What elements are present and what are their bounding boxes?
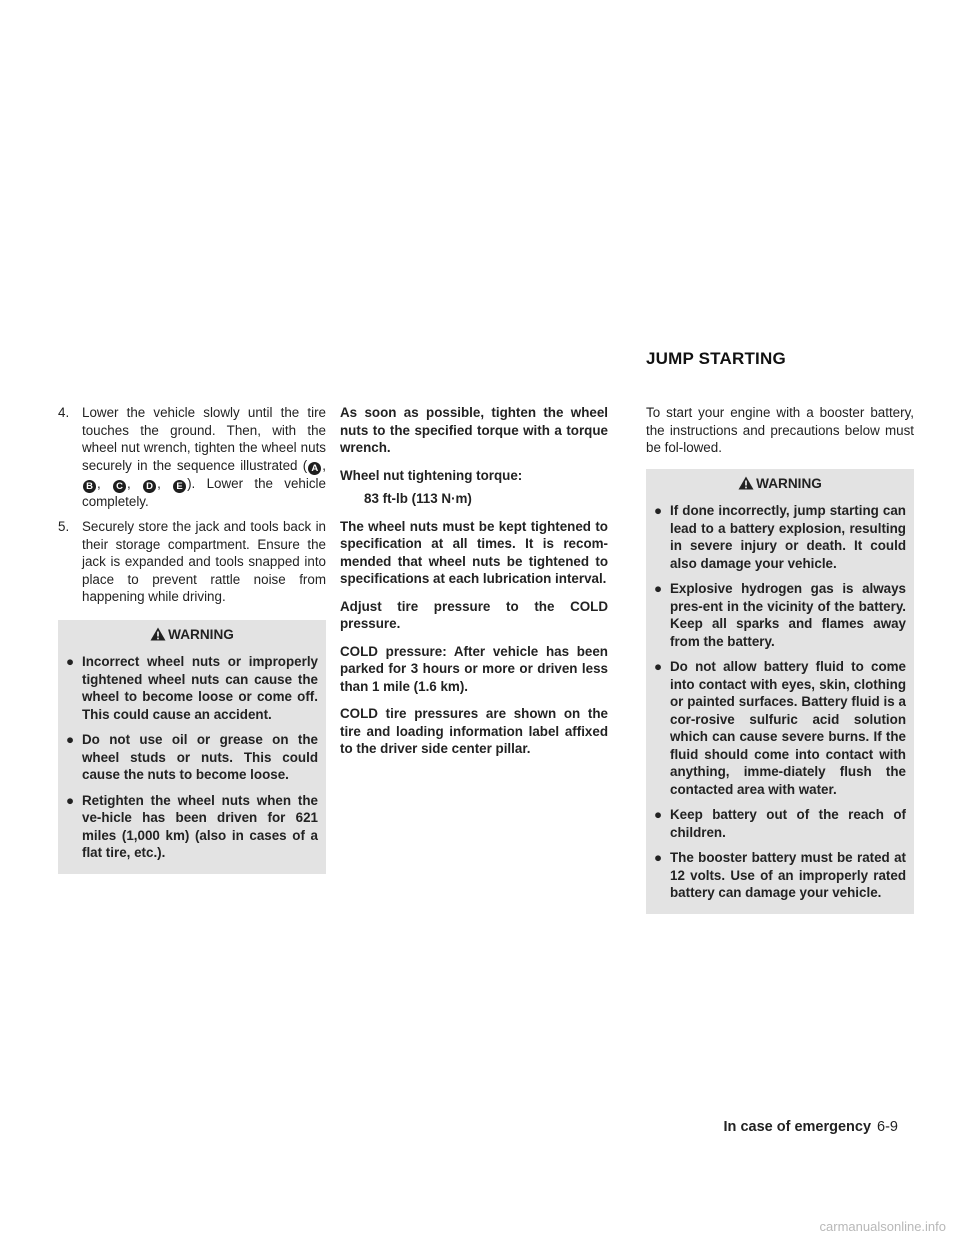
bullet-icon: ● (654, 850, 663, 865)
footer-section-name: In case of emergency (723, 1119, 872, 1135)
step-text: Securely store the jack and tools back in their storage compartment. Ensure the jack is expanded and tools snapped into place to prevent rattle noise from happening while driving. (82, 519, 326, 604)
step-text-before: Lower the vehicle slowly until the tire touches the ground. Then, with the wheel nut wrench, tighten the wheel nuts securely in the sequence illustrated ( (82, 405, 326, 473)
warning-item (654, 580, 906, 650)
warning-item-text: Keep battery out of the reach of children. (670, 807, 906, 840)
torque-maintenance-note: The wheel nuts must be kept tightened to specification at all times. It is recom-mended that wheel nuts be tightened to specifications at each lubrication interval. (340, 518, 608, 586)
section-title: JUMP STARTING (646, 349, 786, 368)
step-number: 5. (58, 519, 70, 534)
warning-item-text: Do not allow battery fluid to come into contact with eyes, skin, clothing or painted surfaces. Battery fluid is a cor-rosive sulfuric acid solution which can cause severe burns. If the fluid should come into contact with anything, imme-diately flush the contacted area with water. (670, 659, 906, 797)
warning-item-text: If done incorrectly, jump starting can lead to a battery explosion, resulting in severe injury or death. It could also damage your vehicle. (670, 503, 906, 571)
jump-start-intro: To start your engine with a booster battery, the instructions and precautions below must be fol-lowed. (646, 405, 914, 455)
torque-value: 83 ft-lb (113 N·m) (364, 491, 472, 506)
bullet-icon: ● (654, 807, 663, 822)
circled-letter-icon: B (83, 480, 96, 493)
circled-letter-icon: E (173, 480, 186, 493)
warning-heading (66, 626, 318, 644)
torque-instruction: As soon as possible, tighten the wheel nuts to the specified torque with a torque wrench. (340, 405, 608, 455)
bullet-icon: ● (66, 732, 75, 747)
circled-letter-icon: A (308, 462, 321, 475)
warning-item-text: Retighten the wheel nuts when the ve-hicle has been driven for 621 miles (1,000 km) (also in cases of a flat tire, etc.). (82, 792, 318, 860)
bullet-icon: ● (66, 654, 75, 669)
step-4: 4. Lower the vehicle slowly until the tire touches the ground. Then, with the wheel nut wrench, tighten the wheel nuts securely in the sequence illustrated ( A , B , C , D , E ). Lower the vehicle completely. (58, 405, 326, 509)
watermark: carmanualsonline.info (819, 1219, 946, 1234)
warning-triangle-icon (738, 476, 754, 490)
cold-pressure-definition: COLD pressure: After vehicle has been parked for 3 hours or more or driven less than 1 mile (1.6 km). (340, 643, 608, 694)
warning-item (654, 849, 906, 902)
warning-item-text: Do not use oil or grease on the wheel studs or nuts. This could cause the nuts to become loose. (82, 732, 318, 782)
tire-pressure-instruction: Adjust tire pressure to the COLD pressure. (340, 598, 608, 631)
warning-title: WARNING (168, 626, 234, 642)
middle-column (340, 404, 608, 768)
warning-item (66, 731, 318, 784)
page-footer (724, 1119, 898, 1137)
warning-item (66, 653, 318, 723)
warning-item-text: Explosive hydrogen gas is always pres-ent in the vicinity of the battery. Keep all sparks and flames away from the battery. (670, 581, 906, 649)
left-column (58, 404, 326, 874)
warning-item (654, 502, 906, 572)
warning-item-text: The booster battery must be rated at 12 volts. Use of an improperly rated battery can damage your vehicle. (670, 850, 906, 900)
warning-item (66, 792, 318, 862)
warning-item-text: Incorrect wheel nuts or improperly tightened wheel nuts can cause the wheel to become loose or come off. This could cause an accident. (82, 654, 318, 722)
torque-label: Wheel nut tightening torque: (340, 467, 523, 483)
warning-title: WARNING (756, 475, 822, 491)
step-5 (58, 518, 326, 606)
warning-box-jump-starting (646, 469, 914, 914)
step-text-after: ). Lower the vehicle completely. (82, 475, 326, 509)
warning-box-wheel-nuts (58, 620, 326, 874)
page-number: 6-9 (877, 1119, 898, 1135)
circled-letter-icon: C (113, 480, 126, 493)
bullet-icon: ● (66, 792, 75, 808)
cold-pressure-label-note: COLD tire pressures are shown on the tire and loading information label affixed to the driver side center pillar. (340, 706, 608, 756)
right-column (646, 404, 914, 914)
warning-heading (654, 475, 906, 493)
bullet-icon: ● (654, 659, 663, 674)
step-number: 4. (58, 405, 70, 420)
warning-item (654, 806, 906, 841)
circled-letter-icon: D (143, 480, 156, 493)
bullet-icon: ● (654, 503, 663, 518)
bullet-icon: ● (654, 581, 663, 596)
warning-triangle-icon (150, 627, 166, 641)
warning-item (654, 658, 906, 798)
